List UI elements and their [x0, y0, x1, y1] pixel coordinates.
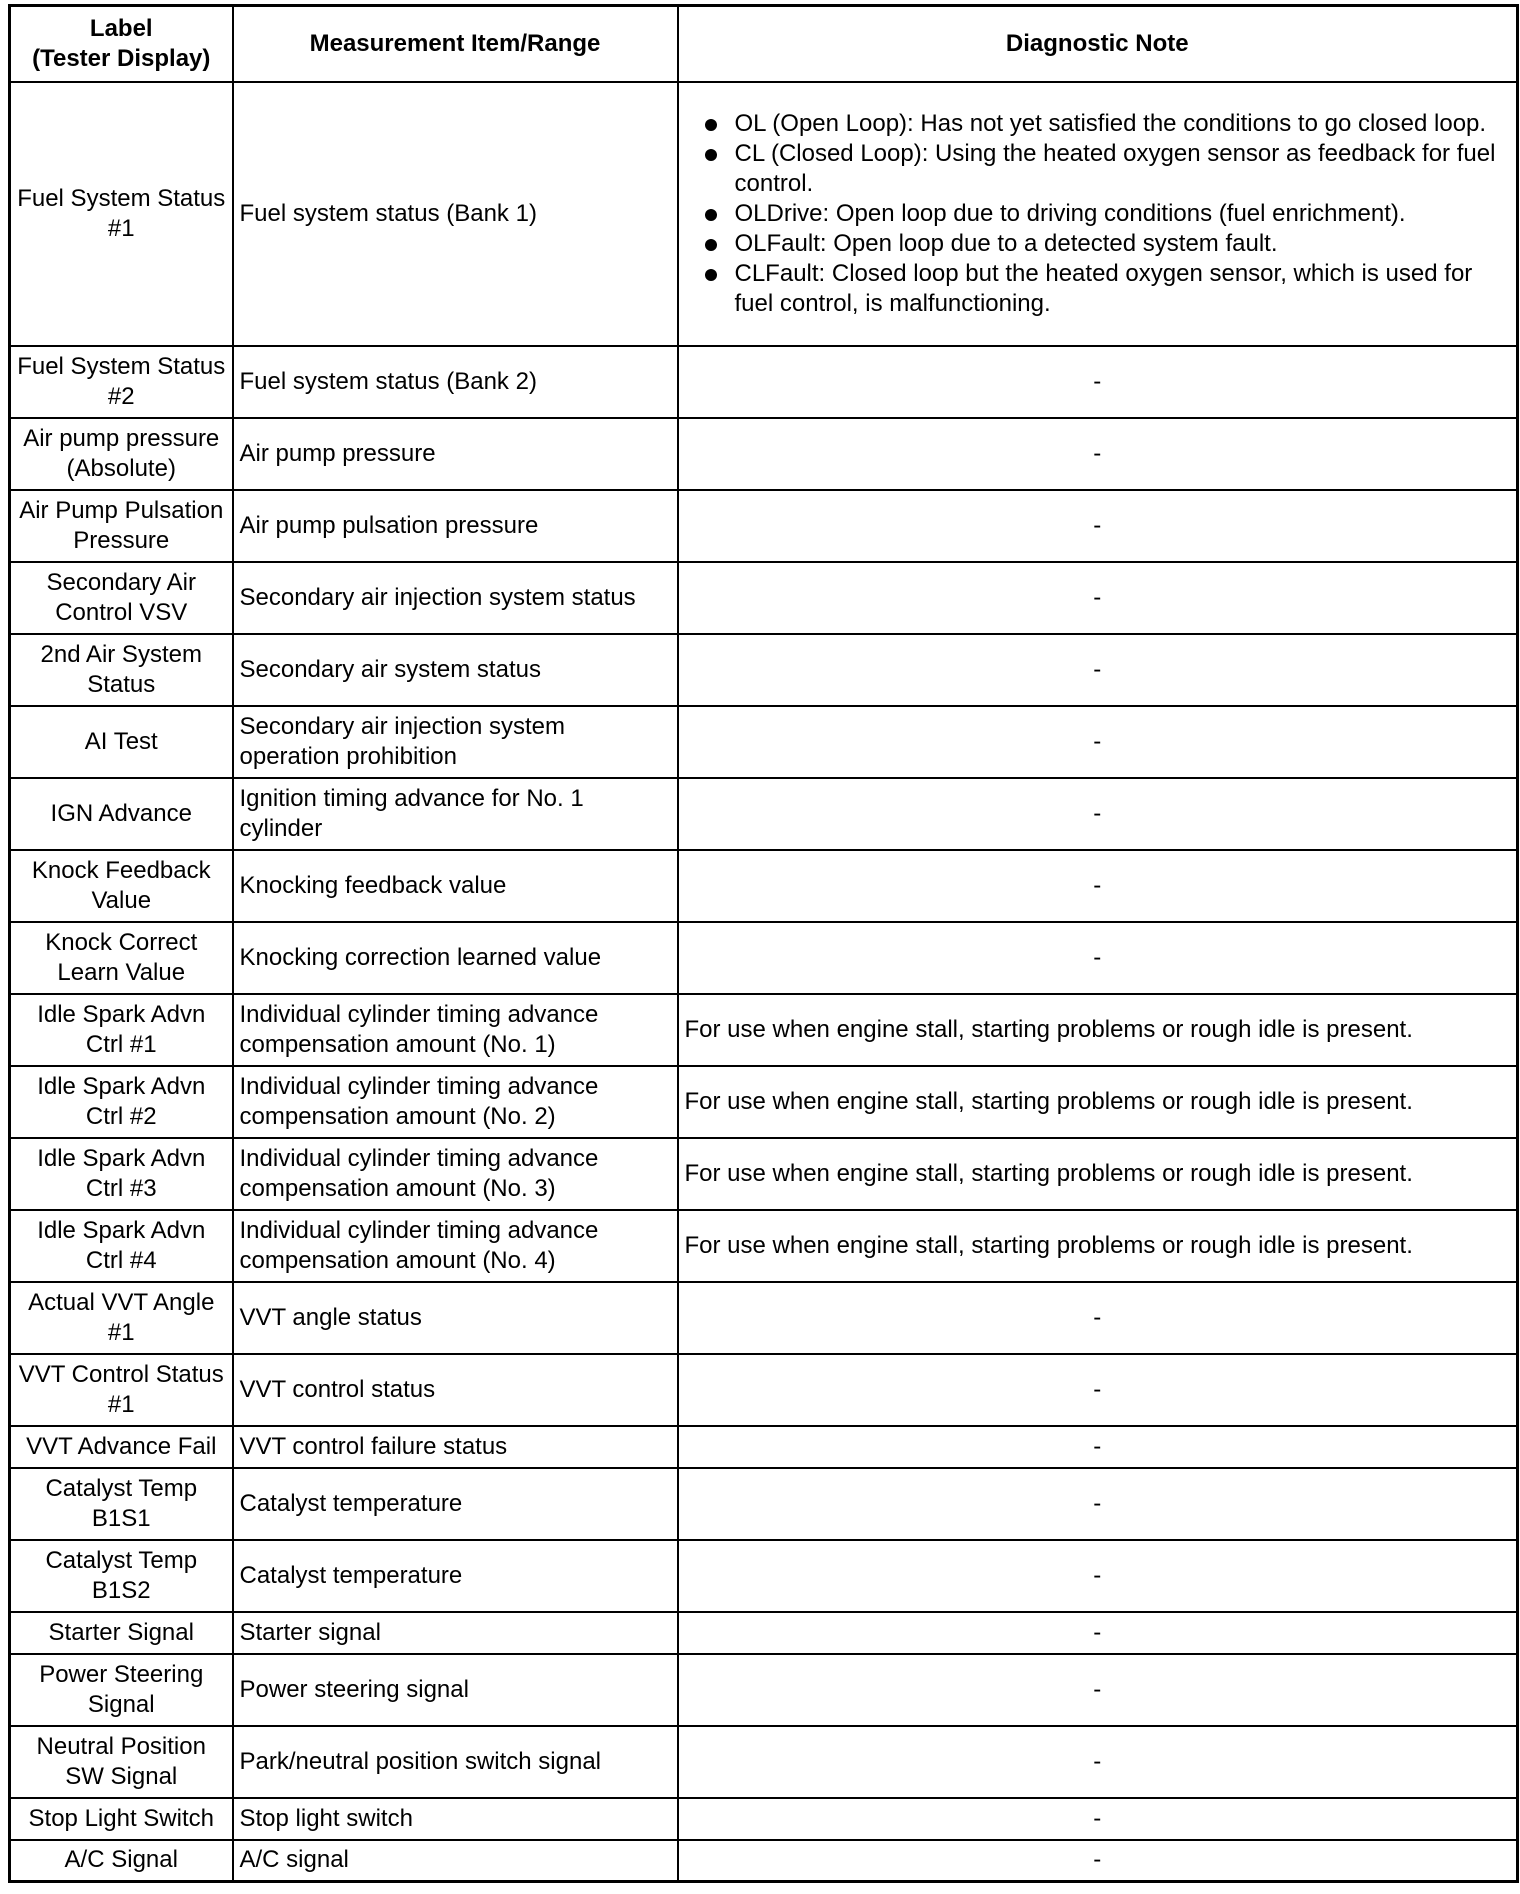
row-label: Idle Spark Advn Ctrl #4 — [10, 1210, 233, 1282]
bullet-icon — [705, 239, 717, 251]
row-item: Secondary air injection system operation prohibition — [233, 706, 678, 778]
row-note: For use when engine stall, starting problems or rough idle is present. — [678, 994, 1518, 1066]
table-row — [10, 706, 1518, 778]
row-note: - — [678, 1282, 1518, 1354]
table-row — [10, 1354, 1518, 1426]
table-row — [10, 1066, 1518, 1138]
row-item: Stop light switch — [233, 1798, 678, 1840]
note-bullet-item: OLDrive: Open loop due to driving conditions (fuel enrichment). — [685, 199, 1511, 229]
row-item: Air pump pressure — [233, 418, 678, 490]
row-item: Air pump pulsation pressure — [233, 490, 678, 562]
table-row — [10, 1468, 1518, 1540]
bullet-icon — [705, 119, 717, 131]
row-label: Secondary Air Control VSV — [10, 562, 233, 634]
row-note: - — [678, 346, 1518, 418]
table-row — [10, 922, 1518, 994]
table-row-fuel-status-1 — [10, 82, 1518, 346]
header-note: Diagnostic Note — [678, 6, 1518, 82]
table-row — [10, 1726, 1518, 1798]
header-label — [10, 6, 233, 82]
row-note: For use when engine stall, starting problems or rough idle is present. — [678, 1210, 1518, 1282]
row-item: Individual cylinder timing advance compensation amount (No. 2) — [233, 1066, 678, 1138]
row-label: Starter Signal — [10, 1612, 233, 1654]
table-row — [10, 562, 1518, 634]
table-row — [10, 1138, 1518, 1210]
row-item: Ignition timing advance for No. 1 cylinder — [233, 778, 678, 850]
row-item: Fuel system status (Bank 2) — [233, 346, 678, 418]
note-bullet-item: CLFault: Closed loop but the heated oxygen sensor, which is used for fuel control, is malfunctioning. — [685, 259, 1511, 319]
table-row — [10, 1282, 1518, 1354]
row-label: VVT Control Status #1 — [10, 1354, 233, 1426]
row-note: - — [678, 1798, 1518, 1840]
row-label: IGN Advance — [10, 778, 233, 850]
row-item: VVT control status — [233, 1354, 678, 1426]
row-item: VVT control failure status — [233, 1426, 678, 1468]
fuel-status-note-list — [685, 109, 1511, 319]
table-row — [10, 490, 1518, 562]
row-note: - — [678, 850, 1518, 922]
table-body — [10, 82, 1518, 1882]
table-row — [10, 634, 1518, 706]
row-item: Catalyst temperature — [233, 1468, 678, 1540]
row-label: Fuel System Status #1 — [10, 82, 233, 346]
row-note: - — [678, 1354, 1518, 1426]
table-row — [10, 850, 1518, 922]
page — [8, 4, 1519, 1883]
row-note: - — [678, 706, 1518, 778]
row-note: - — [678, 778, 1518, 850]
table-row — [10, 994, 1518, 1066]
row-note: - — [678, 418, 1518, 490]
data-list-table — [8, 4, 1519, 1883]
row-note — [678, 82, 1518, 346]
table-row — [10, 1612, 1518, 1654]
row-item: Park/neutral position switch signal — [233, 1726, 678, 1798]
table-row — [10, 1540, 1518, 1612]
row-item: Secondary air injection system status — [233, 562, 678, 634]
row-item: Individual cylinder timing advance compensation amount (No. 1) — [233, 994, 678, 1066]
row-item: Starter signal — [233, 1612, 678, 1654]
bullet-icon — [705, 269, 717, 281]
table-row — [10, 1654, 1518, 1726]
row-label: Power Steering Signal — [10, 1654, 233, 1726]
row-note: For use when engine stall, starting problems or rough idle is present. — [678, 1138, 1518, 1210]
row-note: For use when engine stall, starting problems or rough idle is present. — [678, 1066, 1518, 1138]
row-item: VVT angle status — [233, 1282, 678, 1354]
table-header-row — [10, 6, 1518, 82]
note-bullet-item: CL (Closed Loop): Using the heated oxygen sensor as feedback for fuel control. — [685, 139, 1511, 199]
row-label: Catalyst Temp B1S2 — [10, 1540, 233, 1612]
header-label-line2: (Tester Display) — [32, 44, 211, 72]
row-item: Individual cylinder timing advance compensation amount (No. 3) — [233, 1138, 678, 1210]
note-bullet-item: OL (Open Loop): Has not yet satisfied the conditions to go closed loop. — [685, 109, 1511, 139]
row-item: Individual cylinder timing advance compensation amount (No. 4) — [233, 1210, 678, 1282]
row-note: - — [678, 1612, 1518, 1654]
row-item: Power steering signal — [233, 1654, 678, 1726]
bullet-icon — [705, 149, 717, 161]
row-label: Idle Spark Advn Ctrl #1 — [10, 994, 233, 1066]
row-label: Knock Correct Learn Value — [10, 922, 233, 994]
table-row — [10, 778, 1518, 850]
row-label: VVT Advance Fail — [10, 1426, 233, 1468]
row-label: Neutral Position SW Signal — [10, 1726, 233, 1798]
row-label: A/C Signal — [10, 1840, 233, 1882]
row-label: Knock Feedback Value — [10, 850, 233, 922]
table-row — [10, 1426, 1518, 1468]
row-note: - — [678, 634, 1518, 706]
table-row — [10, 346, 1518, 418]
row-label: 2nd Air System Status — [10, 634, 233, 706]
row-item: Knocking feedback value — [233, 850, 678, 922]
row-note: - — [678, 1726, 1518, 1798]
table-row — [10, 1840, 1518, 1882]
row-label: Air Pump Pulsation Pressure — [10, 490, 233, 562]
row-label: Catalyst Temp B1S1 — [10, 1468, 233, 1540]
row-label: Fuel System Status #2 — [10, 346, 233, 418]
row-item: Knocking correction learned value — [233, 922, 678, 994]
row-note: - — [678, 1654, 1518, 1726]
table-row — [10, 1210, 1518, 1282]
table-row — [10, 1798, 1518, 1840]
row-item: Secondary air system status — [233, 634, 678, 706]
header-item: Measurement Item/Range — [233, 6, 678, 82]
row-label: Stop Light Switch — [10, 1798, 233, 1840]
header-label-line1: Label — [89, 14, 153, 42]
row-note: - — [678, 562, 1518, 634]
row-label: AI Test — [10, 706, 233, 778]
note-bullet-item: OLFault: Open loop due to a detected system fault. — [685, 229, 1511, 259]
row-label: Idle Spark Advn Ctrl #3 — [10, 1138, 233, 1210]
row-note: - — [678, 1540, 1518, 1612]
row-note: - — [678, 1426, 1518, 1468]
row-item: Catalyst temperature — [233, 1540, 678, 1612]
table-row — [10, 418, 1518, 490]
row-note: - — [678, 922, 1518, 994]
row-item: A/C signal — [233, 1840, 678, 1882]
bullet-icon — [705, 209, 717, 221]
row-label: Actual VVT Angle #1 — [10, 1282, 233, 1354]
row-note: - — [678, 490, 1518, 562]
row-note: - — [678, 1840, 1518, 1882]
row-item: Fuel system status (Bank 1) — [233, 82, 678, 346]
row-label: Air pump pressure (Absolute) — [10, 418, 233, 490]
row-note: - — [678, 1468, 1518, 1540]
row-label: Idle Spark Advn Ctrl #2 — [10, 1066, 233, 1138]
